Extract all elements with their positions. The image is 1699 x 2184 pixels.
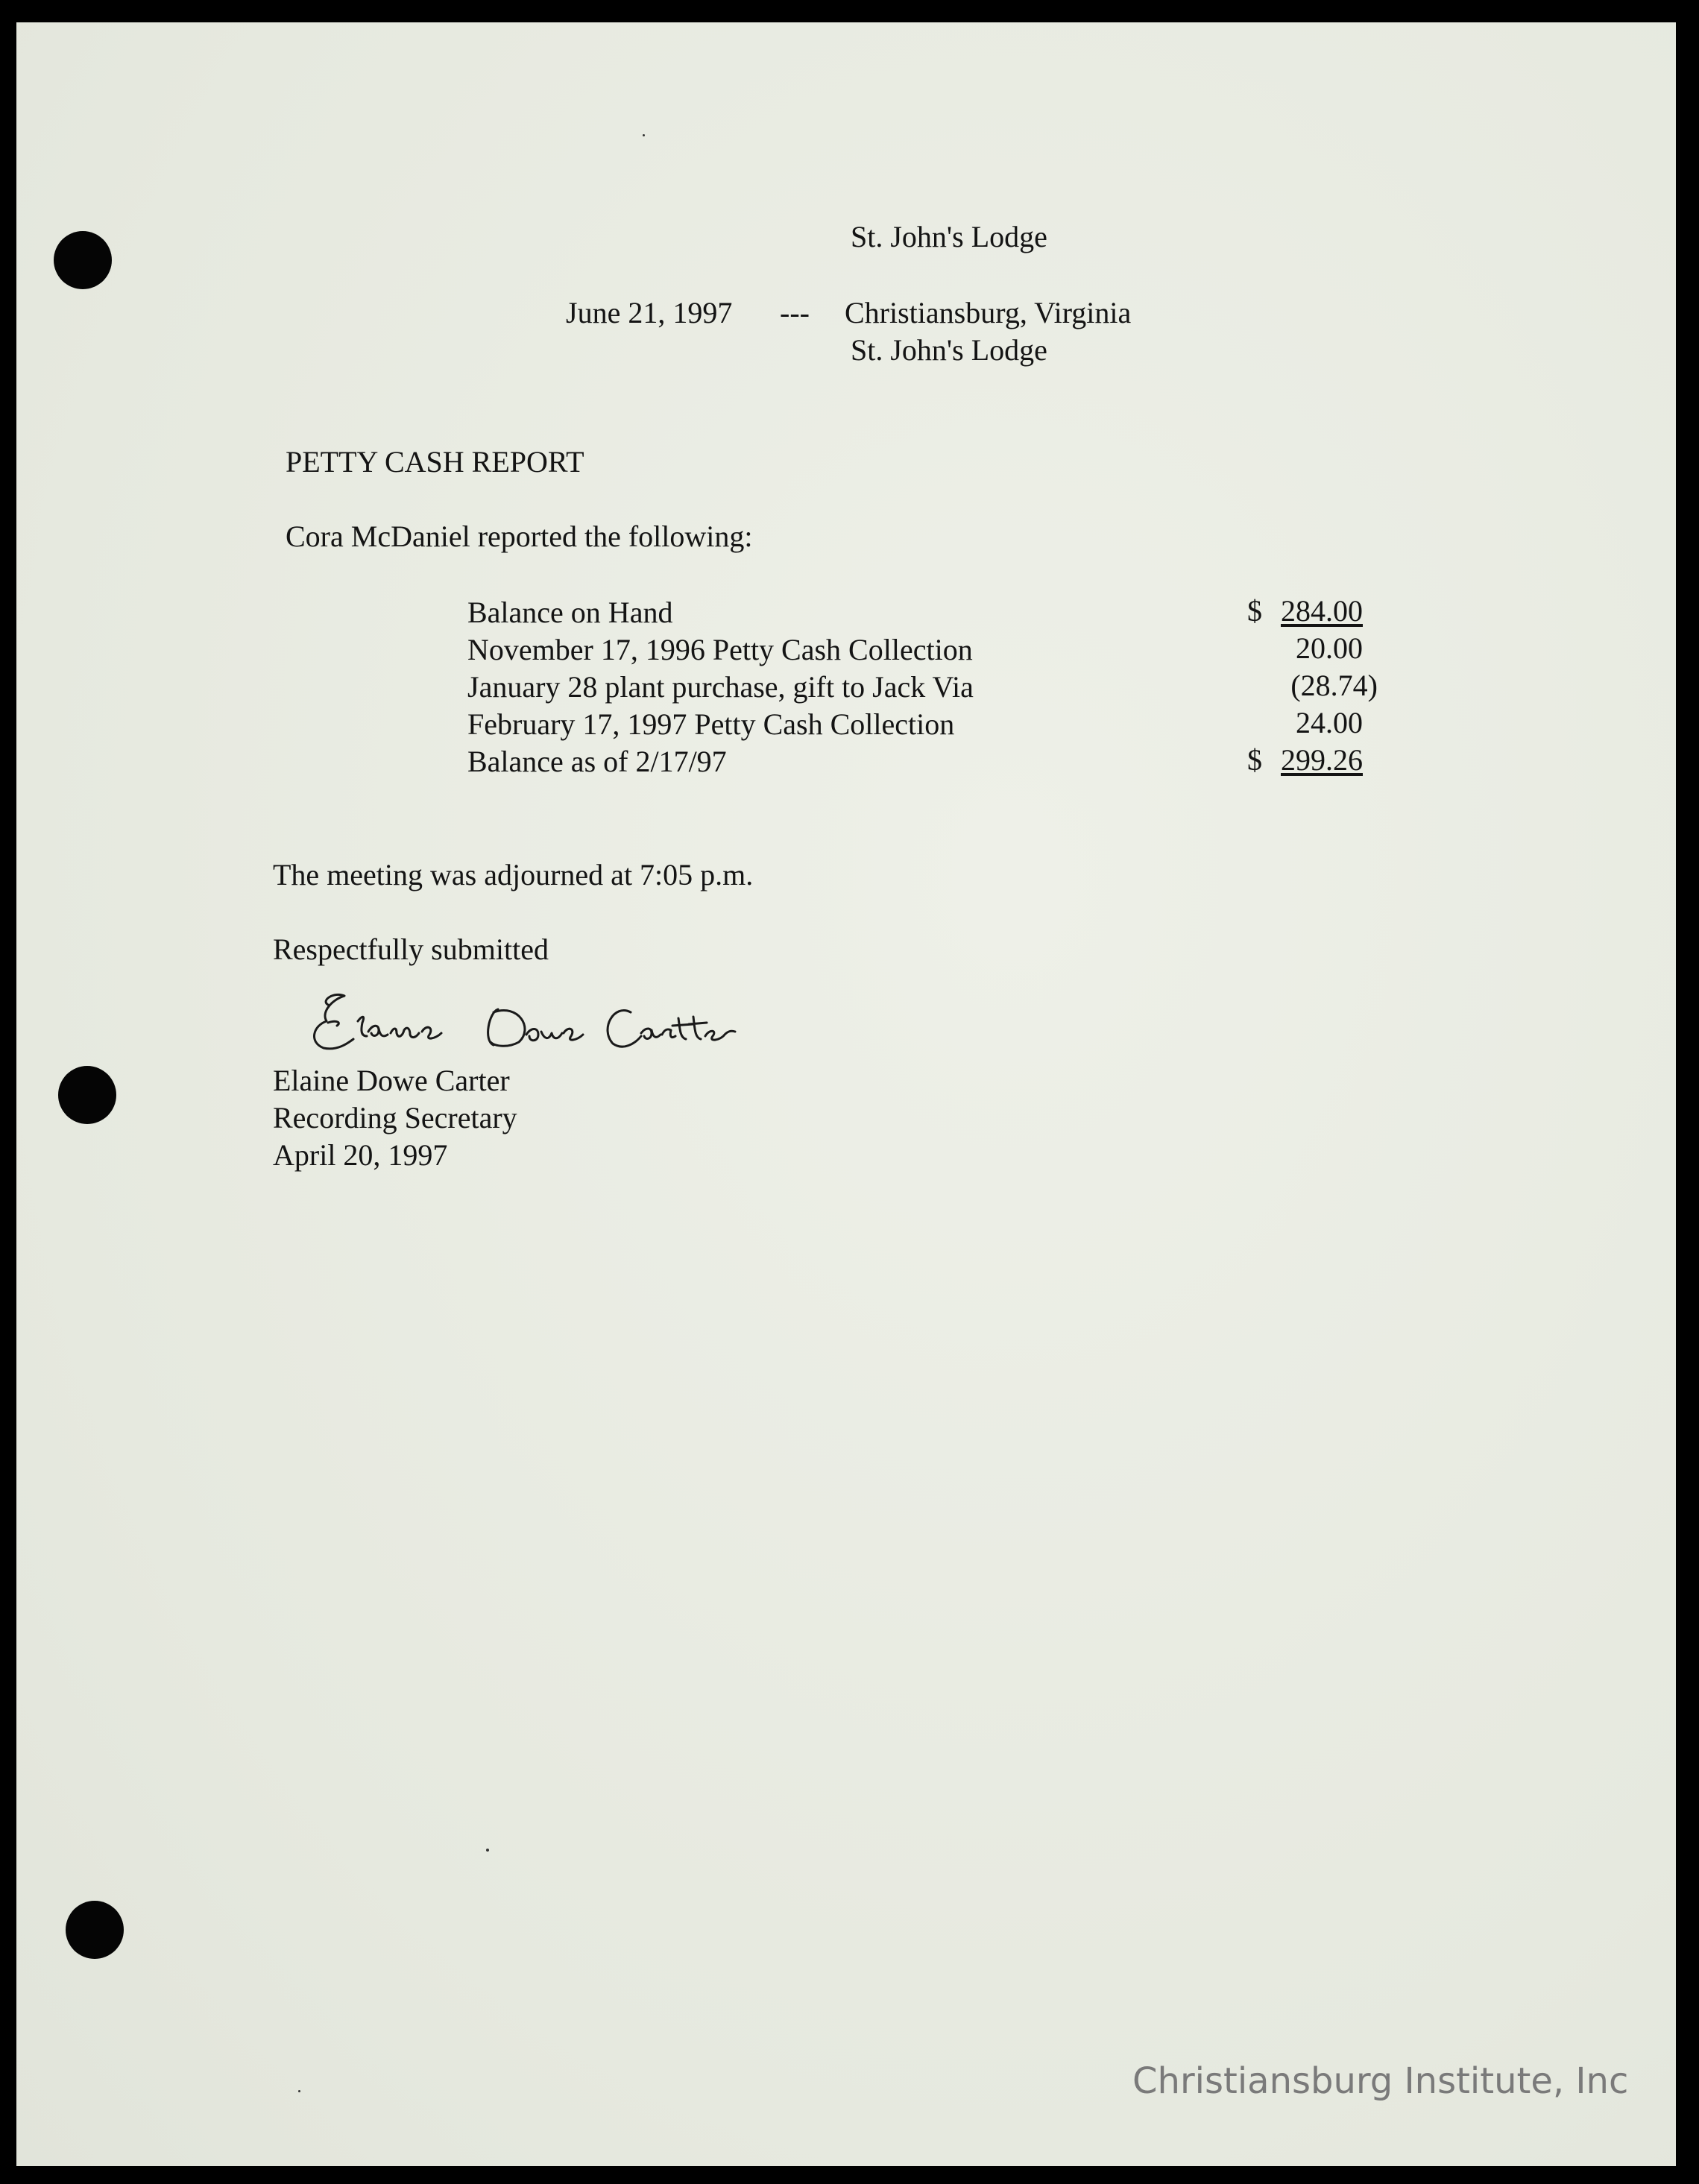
item-label: November 17, 1996 Petty Cash Collection [467,633,973,666]
lodge-name-heading: St. John's Lodge [851,220,1047,253]
meeting-date: June 21, 1997 [566,296,733,329]
currency-symbol: $ [1247,743,1262,777]
item-label: Balance as of 2/17/97 [467,745,727,778]
report-title: PETTY CASH REPORT [286,445,584,479]
item-amount: 24.00 [1296,706,1363,739]
punch-hole-bottom [66,1901,124,1959]
report-intro: Cora McDaniel reported the following: [286,520,753,553]
lodge-name-subheading: St. John's Lodge [851,333,1047,367]
punch-hole-top [54,231,112,289]
item-label: January 28 plant purchase, gift to Jack Via [467,670,974,704]
punch-hole-middle [58,1066,116,1124]
currency-symbol: $ [1247,594,1262,628]
header-separator: --- [780,296,810,329]
document-page [16,22,1676,2166]
item-amount: 284.00 [1281,594,1363,628]
closing-phrase: Respectfully submitted [273,932,549,966]
meeting-location: Christiansburg, Virginia [845,296,1132,329]
paper-speck [298,2090,300,2092]
handwritten-signature [298,976,746,1073]
paper-speck [486,1849,489,1852]
secretary-name: Elaine Dowe Carter [273,1064,510,1097]
item-label: February 17, 1997 Petty Cash Collection [467,707,955,741]
archive-watermark: Christiansburg Institute, Inc [1132,2060,1629,2102]
item-amount: 299.26 [1281,743,1363,777]
item-amount: (28.74) [1290,669,1378,702]
item-amount: 20.00 [1296,631,1363,665]
adjournment-statement: The meeting was adjourned at 7:05 p.m. [273,858,754,891]
item-label: Balance on Hand [467,596,673,629]
submission-date: April 20, 1997 [273,1138,448,1172]
secretary-title: Recording Secretary [273,1101,517,1134]
paper-speck [643,134,645,136]
